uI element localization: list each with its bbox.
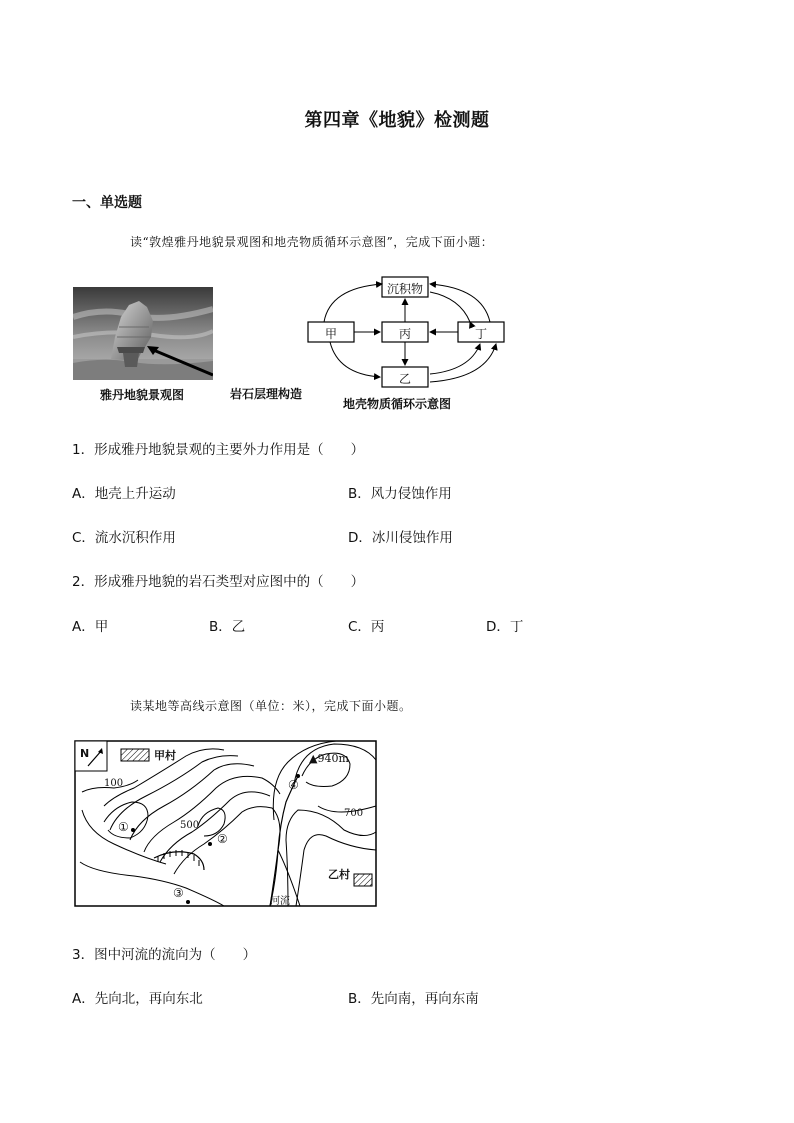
peak-label: ▲940m [309, 752, 349, 765]
q1-option-c[interactable]: C．流水沉积作用 [72, 530, 176, 546]
q1-option-b[interactable]: B．风力侵蚀作用 [348, 486, 452, 502]
node-ding: 丁 [474, 327, 487, 341]
intro-text-2: 读某地等高线示意图（单位：米），完成下面小题。 [130, 699, 412, 713]
q2-option-b[interactable]: B．乙 [209, 619, 246, 635]
point-2: ② [217, 832, 228, 846]
point-3: ③ [173, 886, 184, 900]
q2-option-d[interactable]: D．丁 [486, 619, 524, 635]
q2-option-c[interactable]: C．丙 [348, 619, 385, 635]
q3-option-a[interactable]: A．先向北，再向东北 [72, 991, 203, 1007]
question-1-stem: 1．形成雅丹地貌景观的主要外力作用是（ ） [72, 442, 365, 458]
photo-caption: 雅丹地貌景观图 [100, 388, 185, 402]
question-3-stem: 3．图中河流的流向为（ ） [72, 947, 257, 963]
node-bing: 丙 [398, 327, 411, 341]
legend-jia-village: 甲村 [154, 749, 176, 762]
section-heading: 一、单选题 [72, 195, 142, 211]
node-yi: 乙 [398, 372, 411, 386]
page-title: 第四章《地貌》检测题 [304, 110, 490, 131]
rock-cycle-diagram [300, 270, 515, 390]
yardang-photo [73, 287, 213, 380]
arrow-label: 岩石层理构造 [230, 387, 303, 401]
intro-text-1: 读“敦煌雅丹地貌景观图和地壳物质循环示意图”，完成下面小题： [130, 235, 494, 249]
legend-yi-village: 乙村 [328, 868, 350, 881]
q1-option-a[interactable]: A．地壳上升运动 [72, 486, 176, 502]
node-jia: 甲 [324, 327, 337, 341]
node-sediment: 沉积物 [386, 282, 423, 296]
point-1: ① [118, 820, 129, 834]
contour-100: 100 [104, 778, 124, 789]
river-label: 河流 [270, 896, 290, 907]
contour-map [74, 740, 377, 907]
q1-option-d[interactable]: D．冰川侵蚀作用 [348, 530, 453, 546]
q3-option-b[interactable]: B．先向南，再向东南 [348, 991, 479, 1007]
contour-500: 500 [180, 820, 200, 831]
question-2-stem: 2．形成雅丹地貌的岩石类型对应图中的（ ） [72, 574, 365, 590]
point-4: ④ [288, 778, 299, 792]
cycle-caption: 地壳物质循环示意图 [343, 397, 452, 411]
q2-option-a[interactable]: A．甲 [72, 619, 109, 635]
north-label: N [80, 747, 90, 760]
contour-700: 700 [344, 808, 364, 819]
